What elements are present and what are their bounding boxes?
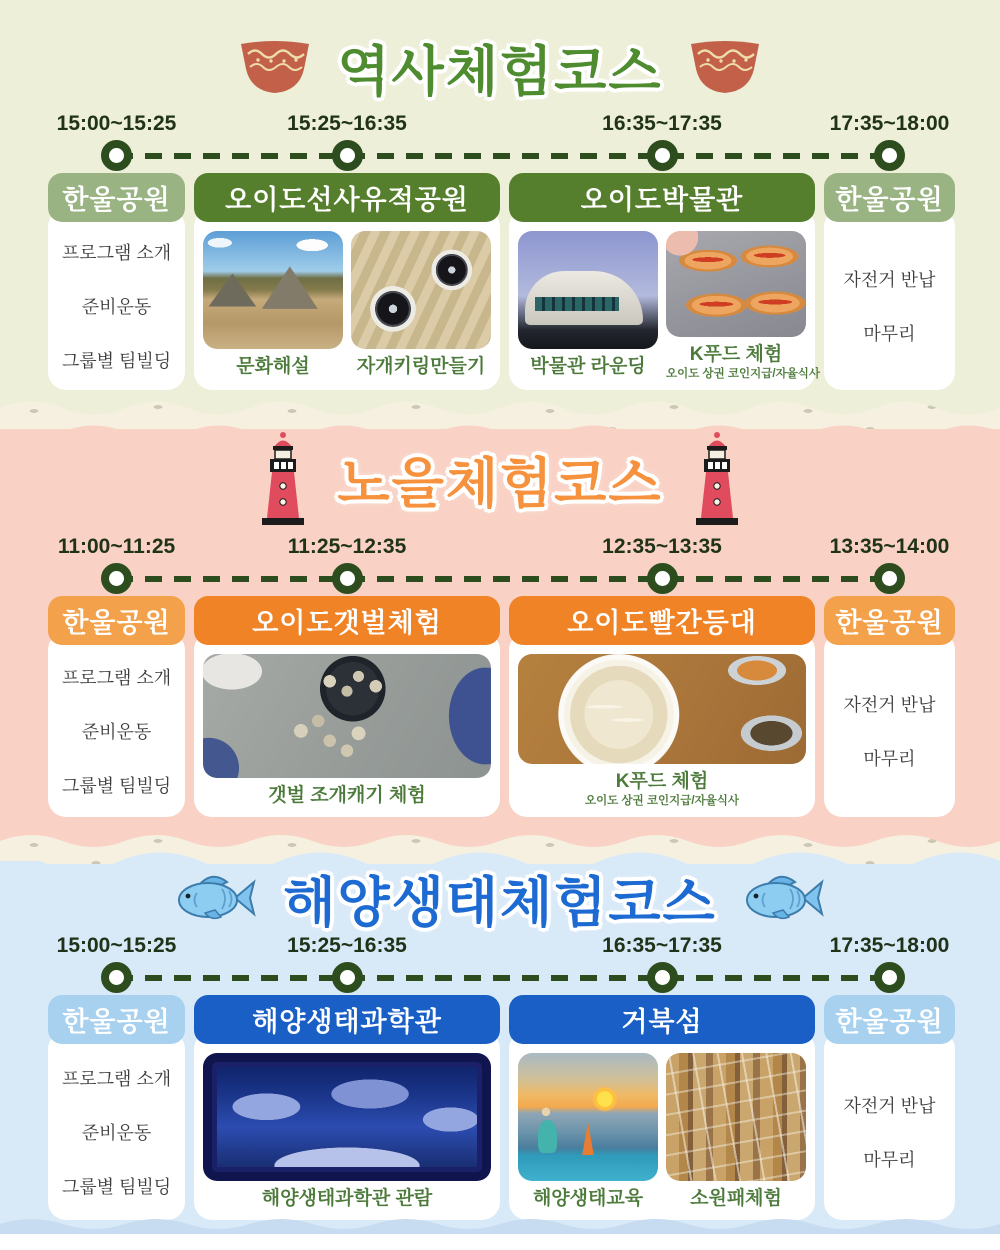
time-label: 17:35~18:00 — [829, 112, 950, 135]
history-title-row — [0, 0, 1000, 106]
card-body — [48, 632, 185, 817]
timeline-dashed-line — [116, 576, 890, 582]
timeline-node — [332, 140, 363, 171]
bottom-wave-decoration — [0, 1214, 1000, 1234]
photo-clam-digging — [203, 654, 491, 778]
pottery-bowl-icon — [238, 37, 312, 97]
card-title: 한울공원 — [824, 596, 955, 645]
card-body — [824, 632, 955, 817]
photo-prehistoric-huts — [203, 231, 343, 349]
activity-line: 프로그램 소개 — [61, 243, 172, 263]
photo-caption: 갯벌 조개캐기 체험 — [268, 785, 426, 806]
card-body — [824, 1031, 955, 1220]
card-body — [48, 209, 185, 390]
activity-line: 준비운동 — [81, 722, 152, 742]
activity-line: 프로그램 소개 — [61, 668, 172, 688]
card-body — [194, 1031, 500, 1220]
photo-caption: K푸드 체험 — [689, 344, 783, 366]
course-title: 역사체험코스 — [337, 41, 663, 102]
time-label: 15:25~16:35 — [287, 934, 407, 957]
card-body — [509, 632, 815, 817]
activity-line: 자전거 반납 — [843, 270, 936, 290]
cards-row — [48, 596, 955, 817]
stop-card-hanul-park-end — [824, 596, 955, 817]
photo-kfood-corndogs — [666, 231, 806, 337]
stop-card-marine-science-museum — [194, 995, 500, 1220]
card-title: 해양생태과학관 — [194, 995, 500, 1044]
timeline-node — [647, 140, 678, 171]
activity-line: 준비운동 — [81, 297, 152, 317]
time-row — [48, 535, 955, 559]
photo-caption: K푸드 체험 — [615, 771, 709, 793]
card-body — [509, 1031, 815, 1220]
activity-line: 그룹별 팀빌딩 — [61, 351, 172, 371]
time-label: 13:35~14:00 — [829, 535, 950, 558]
photo-caption: 해양생태과학관 관람 — [261, 1188, 433, 1209]
time-label: 12:35~13:35 — [602, 535, 722, 558]
course-title: 노을체험코스 — [337, 453, 663, 514]
time-row — [48, 934, 955, 958]
fish-icon — [743, 869, 825, 927]
photo-keyring-craft — [351, 231, 491, 349]
card-body — [194, 209, 500, 390]
card-title: 오이도선사유적공원 — [194, 173, 500, 222]
sunset-title-row — [0, 429, 1000, 529]
card-title: 오이도빨간등대 — [509, 596, 815, 645]
stop-card-hanul-park-end — [824, 995, 955, 1220]
course-section-sunset — [0, 429, 1000, 829]
photo-caption: 소원패체험 — [690, 1188, 782, 1209]
timeline-node — [874, 962, 905, 993]
pottery-bowl-icon — [688, 37, 762, 97]
photo-caption: 자개키링만들기 — [356, 356, 486, 377]
card-title: 한울공원 — [824, 173, 955, 222]
timeline — [48, 140, 955, 172]
cards-row — [48, 173, 955, 390]
time-row — [48, 112, 955, 136]
activity-line: 그룹별 팀빌딩 — [61, 776, 172, 796]
course-section-marine — [0, 864, 1000, 1234]
card-title: 한울공원 — [824, 995, 955, 1044]
card-title: 거북섬 — [509, 995, 815, 1044]
activity-line: 준비운동 — [81, 1123, 152, 1143]
timeline-node — [101, 962, 132, 993]
time-label: 15:00~15:25 — [56, 934, 177, 957]
photo-caption: 해양생태교육 — [532, 1188, 644, 1209]
photo-subcaption: 오이도 상권 코인지급/자율식사 — [584, 795, 739, 807]
card-body — [824, 209, 955, 390]
card-title: 오이도박물관 — [509, 173, 815, 222]
activity-line: 자전거 반납 — [843, 695, 936, 715]
time-label: 17:35~18:00 — [829, 934, 950, 957]
photo-museum-building — [518, 231, 658, 349]
timeline-node — [647, 563, 678, 594]
stop-card-mudflat — [194, 596, 500, 817]
marine-title-row — [0, 864, 1000, 933]
photo-caption: 문화해설 — [236, 356, 310, 377]
activity-line: 마무리 — [863, 324, 916, 344]
timeline-dashed-line — [116, 975, 890, 981]
lighthouse-icon — [254, 430, 312, 528]
time-label: 11:25~12:35 — [287, 535, 407, 558]
card-title: 한울공원 — [48, 995, 185, 1044]
stop-card-turtle-island — [509, 995, 815, 1220]
timeline-node — [874, 140, 905, 171]
card-title: 한울공원 — [48, 596, 185, 645]
card-title: 오이도갯벌체험 — [194, 596, 500, 645]
timeline-dashed-line — [116, 153, 890, 159]
photo-sunset-statues — [518, 1053, 658, 1181]
lighthouse-icon — [688, 430, 746, 528]
timeline — [48, 563, 955, 595]
course-title: 해양생태체험코스 — [283, 872, 717, 933]
activity-line: 자전거 반납 — [843, 1096, 936, 1116]
timeline-node — [874, 563, 905, 594]
cards-row — [48, 995, 955, 1220]
card-body — [48, 1031, 185, 1220]
timeline-node — [101, 563, 132, 594]
timeline-node — [332, 563, 363, 594]
photo-kfood-noodles — [518, 654, 806, 764]
photo-wish-plaques — [666, 1053, 806, 1181]
time-label: 16:35~17:35 — [602, 112, 722, 135]
activity-line: 그룹별 팀빌딩 — [61, 1177, 172, 1197]
activity-line: 마무리 — [863, 1150, 916, 1170]
activity-line: 프로그램 소개 — [61, 1069, 172, 1089]
stop-card-hanul-park-start — [48, 596, 185, 817]
timeline — [48, 962, 955, 994]
course-section-history — [0, 0, 1000, 395]
stop-card-prehistoric-park — [194, 173, 500, 390]
stop-card-red-lighthouse — [509, 596, 815, 817]
timeline-node — [101, 140, 132, 171]
card-body — [194, 632, 500, 817]
time-label: 16:35~17:35 — [602, 934, 722, 957]
stop-card-hanul-park-start — [48, 995, 185, 1220]
time-label: 15:00~15:25 — [56, 112, 177, 135]
card-body — [509, 209, 821, 390]
fish-icon — [175, 869, 257, 927]
card-title: 한울공원 — [48, 173, 185, 222]
stop-card-hanul-park-start — [48, 173, 185, 390]
stop-card-oido-museum — [509, 173, 821, 390]
timeline-node — [332, 962, 363, 993]
time-label: 11:00~11:25 — [57, 535, 176, 558]
photo-subcaption: 오이도 상권 코인지급/자율식사 — [666, 368, 821, 380]
stop-card-hanul-park-end — [824, 173, 955, 390]
time-label: 15:25~16:35 — [287, 112, 407, 135]
activity-line: 마무리 — [863, 749, 916, 769]
photo-caption: 박물관 라운딩 — [530, 356, 646, 377]
timeline-node — [647, 962, 678, 993]
photo-aquarium — [203, 1053, 491, 1181]
